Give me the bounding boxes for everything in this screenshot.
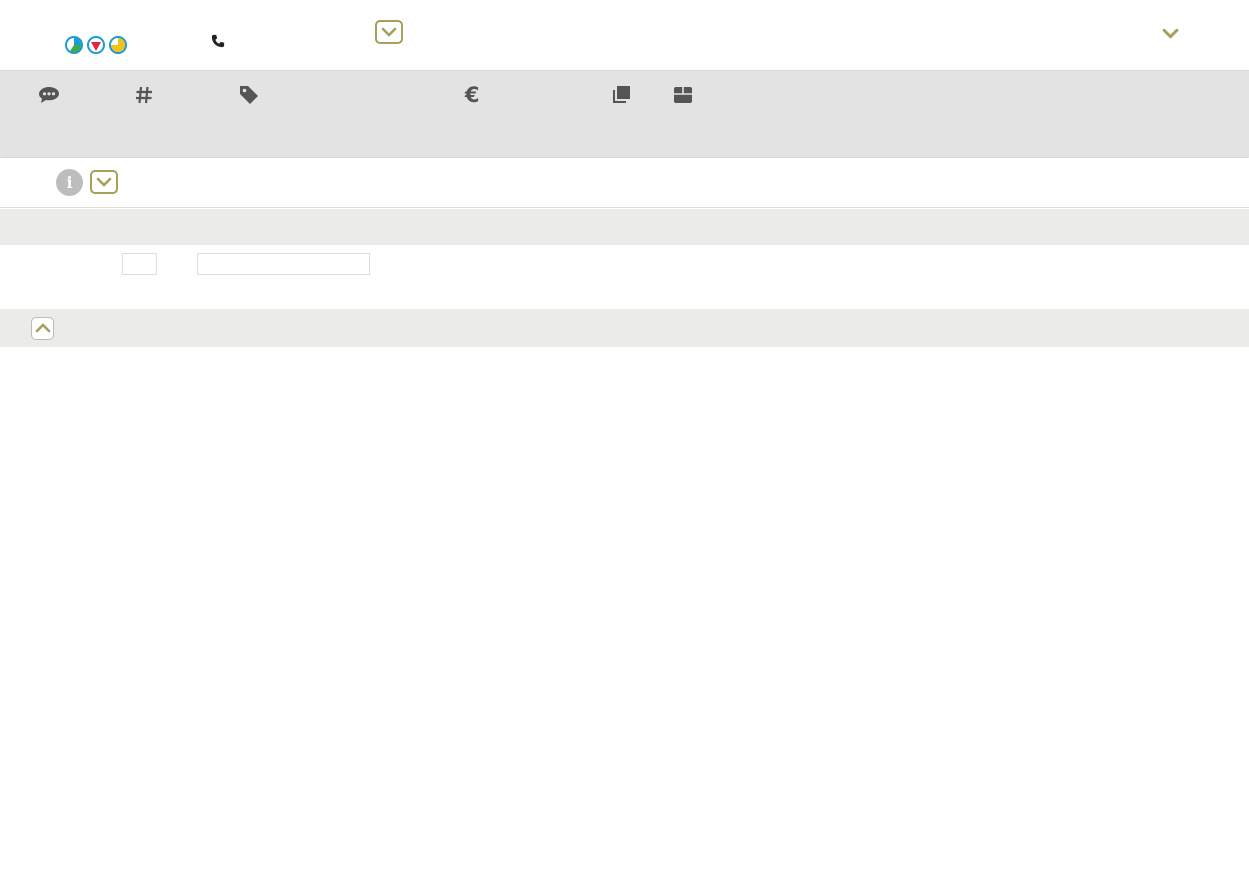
box-icon (673, 85, 693, 105)
zusatz-nr-input[interactable] (122, 253, 157, 275)
copy-icon (611, 85, 631, 105)
dropdown-toggle[interactable] (1159, 22, 1182, 45)
info-icon[interactable]: i (56, 169, 83, 196)
abschriften-dropdown (708, 0, 1197, 517)
chat-icon (38, 86, 60, 104)
toolbar-bste[interactable] (656, 83, 710, 109)
zusatz-description-input[interactable] (197, 253, 370, 275)
bbn-logo (42, 10, 150, 56)
chevron-down-icon (96, 176, 112, 188)
euro-icon: € (464, 83, 482, 107)
collapse-section-button[interactable] (31, 317, 54, 340)
tag-icon (239, 85, 259, 105)
phone-icon (211, 34, 225, 48)
hash-icon (135, 86, 153, 104)
dropdown-header[interactable] (708, 0, 1197, 71)
company-phone (211, 34, 231, 50)
info-dropdown-button[interactable] (90, 170, 118, 194)
toolbar-bezeichnung[interactable] (195, 83, 303, 109)
chevron-up-icon (35, 322, 51, 334)
toolbar-einheit[interactable] (588, 83, 654, 109)
toolbar-artnr[interactable] (116, 83, 172, 109)
toolbar-info[interactable] (22, 83, 76, 109)
toolbar-preis[interactable] (446, 83, 500, 109)
company-dropdown-button[interactable] (375, 20, 403, 44)
chevron-down-icon (381, 26, 397, 38)
logo-circles-icon (65, 35, 129, 59)
chevron-down-icon (1162, 27, 1179, 40)
